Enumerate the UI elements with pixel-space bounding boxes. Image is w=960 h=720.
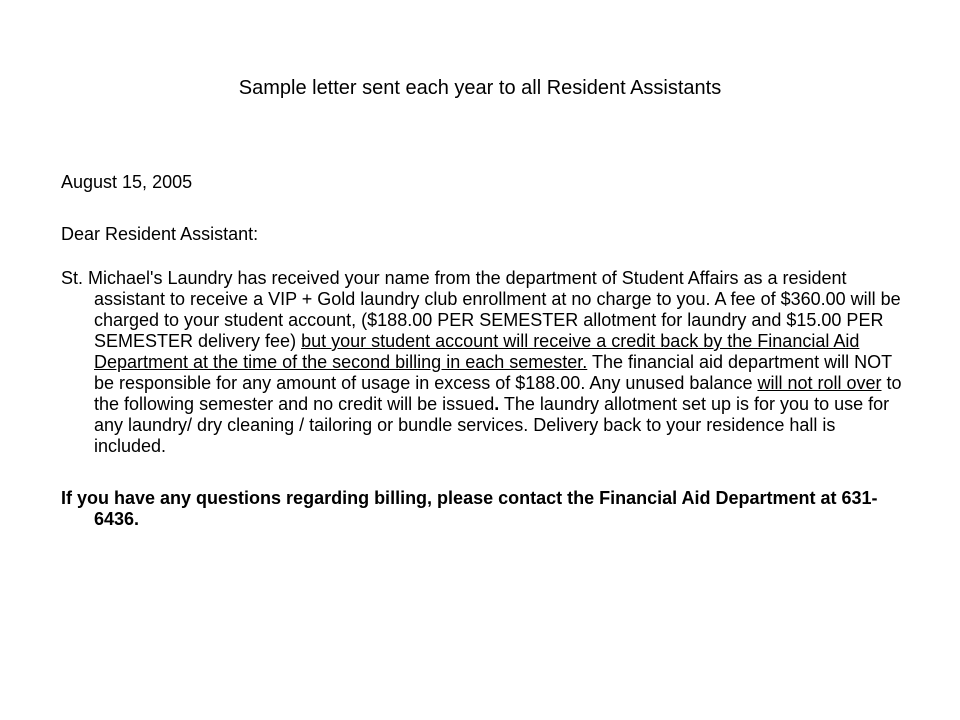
body-text-part2: The financial aid department will NOT be responsible for any amount of usage in excess of $188.00. Any unused balance [94,352,892,393]
letter-salutation: Dear Resident Assistant: [61,224,259,244]
credit-notice-underlined: but your student account will receive a credit back by the Financial Aid Department at the time of the second billing in each semester. [94,331,860,372]
body-text-part3: to the following semester and no credit will be issued [94,373,902,414]
bold-period: . [494,394,500,414]
letter-body [61,172,911,547]
body-text-part4: The laundry allotment set up is for you to use for any laundry/ dry cleaning / tailoring or bundle services. Delivery back to your residence hall is included. [94,394,890,456]
letter-main-paragraph [61,268,911,457]
rollover-notice-underlined: will not roll over [757,373,882,393]
body-text-part1: St. Michael's Laundry has received your name from the department of Student Affairs as a resident assistant to receive a VIP + Gold laundry club enrollment at no charge to you. A fee of $360.00 will be charged to your student account, ($188.00 PER SEMESTER allotment for laundry and $15.00 PER SEMESTER delivery fee) [61,268,901,351]
letter-contact-paragraph: If you have any questions regarding billing, please contact the Financial Aid Department at 631-6436. [61,488,878,529]
page-title: Sample letter sent each year to all Resident Assistants [238,77,722,99]
letter-date: August 15, 2005 [61,172,193,192]
